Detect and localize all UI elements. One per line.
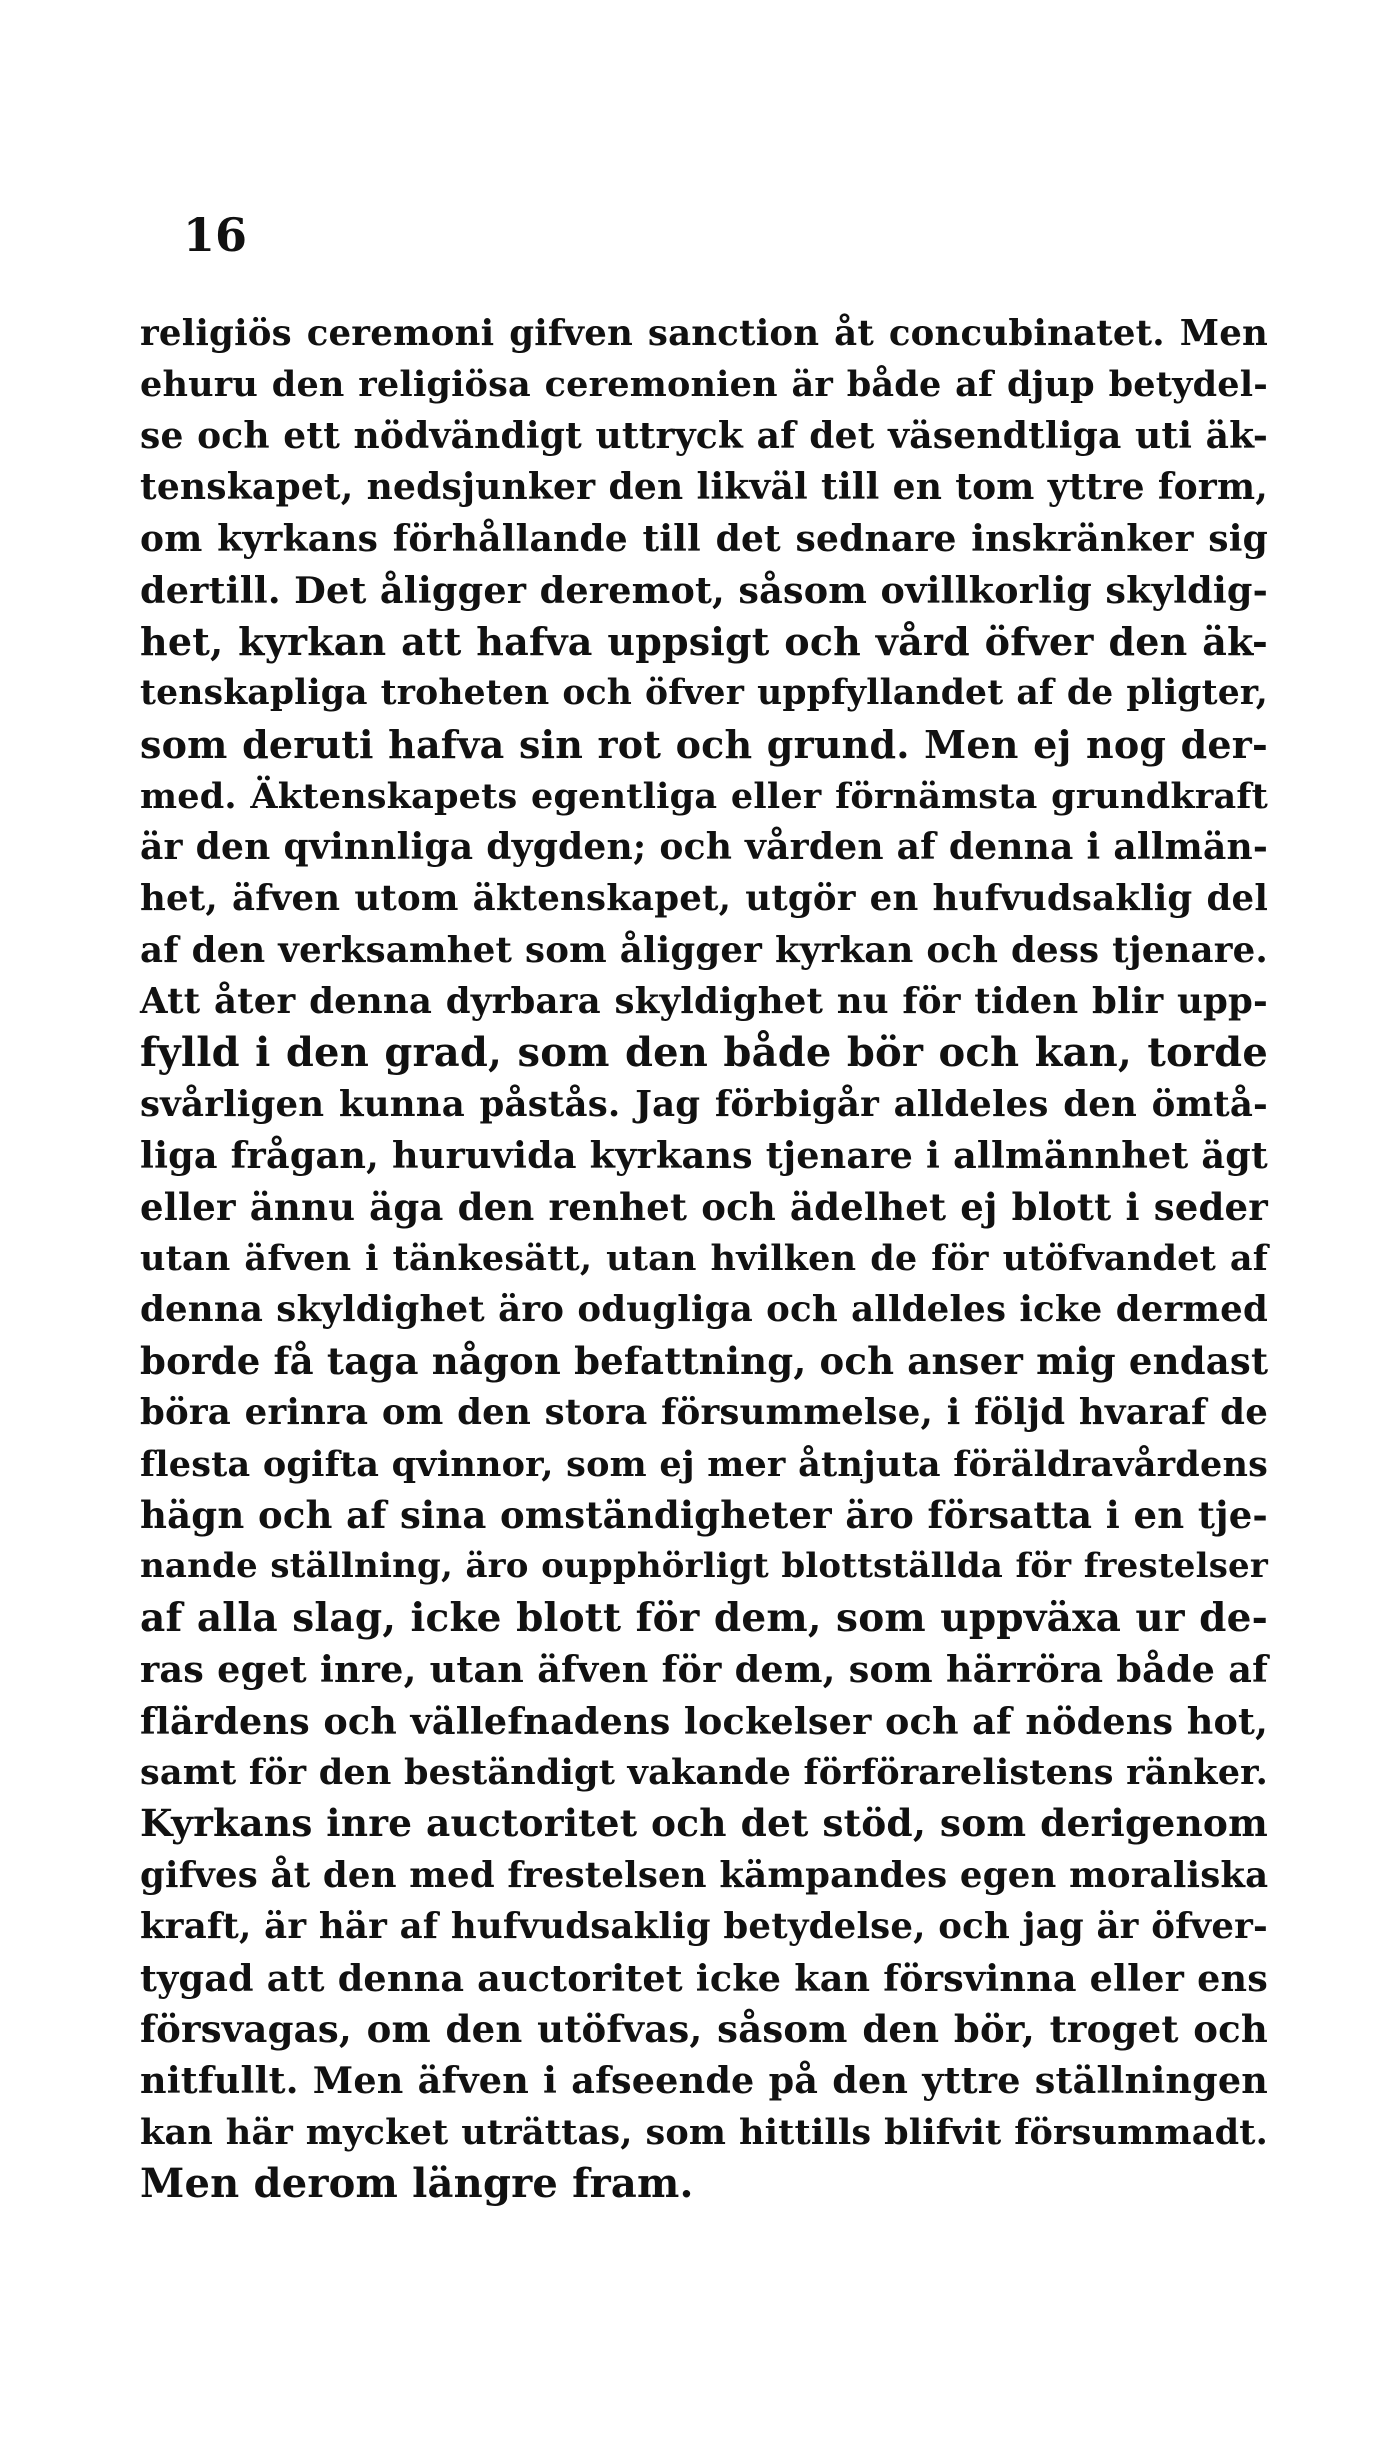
text-line: religiös ceremoni gifven sanction åt concubinatet. Men (140, 313, 1268, 354)
text-line: försvagas, om den utöfvas, såsom den bör, troget och (140, 2006, 1268, 2051)
text-line: med. Äktenskapets egentliga eller förnämsta grundkraft (140, 775, 1268, 817)
text-line: som deruti hafva sin rot och grund. Men ej nog der- (140, 722, 1268, 768)
text-line: fylld i den grad, som den både bör och kan, torde (140, 1029, 1268, 1077)
text-line: utan äfven i tänkesätt, utan hvilken de för utöfvandet af (140, 1238, 1268, 1280)
text-line: af alla slag, icke blott för dem, som uppväxa ur de- (140, 1594, 1268, 1641)
text-line: böra erinra om den stora försummelse, i följd hvaraf de (140, 1392, 1268, 1434)
text-line: denna skyldighet äro odugliga och alldeles icke dermed (140, 1289, 1268, 1331)
text-line: het, kyrkan att hafva uppsigt och vård öfver den äk- (140, 619, 1268, 665)
body-text (140, 308, 1268, 2209)
text-line: Men derom längre fram. (140, 2160, 694, 2208)
text-line: är den qvinnliga dygden; och vården af denna i allmän- (140, 825, 1268, 868)
text-line: flärdens och vällefnadens lockelser och af nödens hot, (140, 1699, 1268, 1743)
text-line: nande ställning, äro oupphörligt blottställda för frestelser (140, 1546, 1268, 1587)
text-line: kan här mycket uträttas, som hittills blifvit försummadt. (140, 2111, 1268, 2153)
text-line: hägn och af sina omständigheter äro försatta i en tje- (140, 1492, 1268, 1537)
text-line: borde få taga någon befattning, och anser mig endast (140, 1338, 1269, 1383)
text-line: se och ett nödvändigt uttryck af det väsendtliga uti äk- (140, 414, 1268, 457)
text-line: kraft, är här af hufvudsaklig betydelse, och jag är öfver- (140, 1906, 1268, 1948)
page-number: 16 (183, 208, 248, 262)
text-line: svårligen kunna påstås. Jag förbigår alldeles den ömtå- (140, 1083, 1268, 1125)
text-line: het, äfven utom äktenskapet, utgör en hufvudsaklig del (140, 878, 1268, 920)
text-line: dertill. Det åligger deremot, såsom ovillkorlig skyldig- (140, 568, 1268, 612)
text-line: af den verksamhet som åligger kyrkan och dess tjenare. (140, 929, 1268, 971)
text-line: liga frågan, huruvida kyrkans tjenare i allmännhet ägt (140, 1134, 1268, 1178)
text-line: nitfullt. Men äfven i afseende på den yttre ställningen (140, 2059, 1268, 2103)
text-line: Att åter denna dyrbara skyldighet nu för tiden blir upp- (140, 981, 1268, 1023)
text-line: eller ännu äga den renhet och ädelhet ej blott i seder (140, 1184, 1268, 1229)
text-line: ehuru den religiösa ceremonien är både af djup betydel- (140, 364, 1268, 406)
text-line: om kyrkans förhållande till det sednare inskränker sig (140, 517, 1268, 560)
text-line: ras eget inre, utan äfven för dem, som härröra både af (140, 1648, 1268, 1692)
text-line: flesta ogifta qvinnor, som ej mer åtnjuta föräldravårdens (140, 1443, 1268, 1485)
text-line: tygad att denna auctoritet icke kan försvinna eller ens (140, 1956, 1268, 2000)
text-line: Kyrkans inre auctoritet och det stöd, som derigenom (140, 1801, 1268, 1846)
text-line: gifves åt den med frestelsen kämpandes egen moraliska (140, 1854, 1269, 1896)
text-line: tenskapliga troheten och öfver uppfyllandet af de pligter, (140, 672, 1268, 713)
text-line: tenskapet, nedsjunker den likväl till en tom yttre form, (140, 466, 1268, 509)
text-line: samt för den beständigt vakande förförarelistens ränker. (140, 1751, 1268, 1793)
